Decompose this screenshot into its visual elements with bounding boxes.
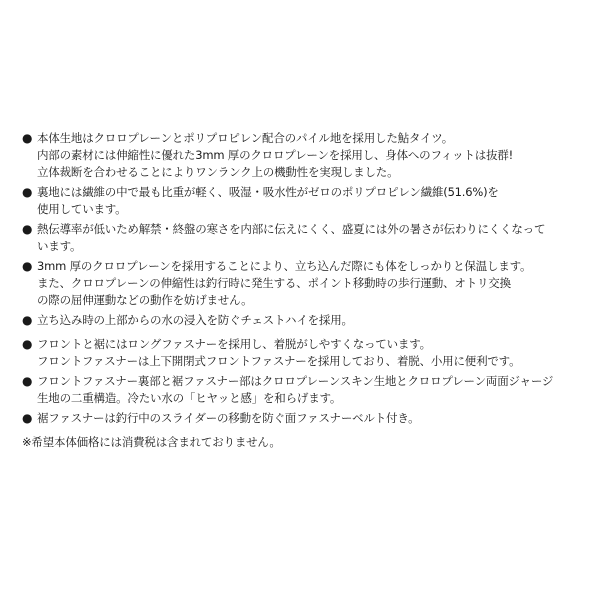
feature-line: 立ち込み時の上部からの水の浸入を防ぐチェストハイを採用。 — [37, 313, 353, 327]
price-note: ※希望本体価格には消費税は含まれておりません。 — [22, 435, 281, 449]
feature-line: 3mm 厚のクロロプレーンを採用することにより、立ち込んだ際にも体をしっかりと保温します。 — [37, 259, 532, 273]
feature-item — [22, 258, 582, 309]
bullet-icon: ● — [22, 222, 33, 236]
bullet-icon: ● — [22, 313, 33, 327]
feature-item — [22, 410, 582, 427]
product-description — [22, 130, 582, 451]
feature-line: フロントと裾にはロングファスナーを採用し、着脱がしやすくなっています。 — [37, 337, 431, 351]
feature-line: 使用しています。 — [37, 202, 127, 216]
feature-line: フロントファスナー裏部と裾ファスナー部はクロロプレーンスキン生地とクロロプレーン両面ジャージ — [37, 374, 554, 388]
feature-line: います。 — [37, 239, 82, 253]
feature-item — [22, 184, 582, 218]
feature-line: 裏地には繊維の中で最も比重が軽く、吸湿・吸水性がゼロのポリプロピレン繊維(51.6%)を — [37, 185, 499, 199]
bullet-icon: ● — [22, 337, 33, 351]
bullet-icon: ● — [22, 131, 33, 145]
feature-item — [22, 373, 582, 407]
feature-line: 本体生地はクロロプレーンとポリプロピレン配合のパイル地を採用した鮎タイツ。 — [37, 131, 454, 145]
feature-line: 立体裁断を合わせることによりワンランク上の機動性を実現しました。 — [37, 165, 399, 179]
bullet-icon: ● — [22, 259, 33, 273]
feature-item — [22, 130, 582, 181]
feature-line: 熱伝導率が低いため解禁・終盤の寒さを内部に伝えにくく、盛夏には外の暑さが伝わりにくくなって — [37, 222, 546, 236]
feature-line: 生地の二重構造。冷たい水の「ヒヤッと感」を和らげます。 — [37, 391, 342, 405]
feature-item — [22, 336, 582, 370]
feature-line: また、クロロプレーンの伸縮性は釣行時に発生する、ポイント移動時の歩行運動、オトリ交換 — [37, 276, 511, 290]
feature-line: フロントファスナーは上下開閉式フロントファスナーを採用しており、着脱、小用に便利です。 — [37, 354, 521, 368]
bullet-icon: ● — [22, 374, 33, 388]
feature-line: 内部の素材には伸縮性に優れた3mm 厚のクロロプレーンを採用し、身体へのフィットは抜群! — [37, 148, 514, 162]
feature-line: 裾ファスナーは釣行中のスライダーの移動を防ぐ面ファスナーベルト付き。 — [37, 411, 420, 425]
feature-item — [22, 221, 582, 255]
bullet-icon: ● — [22, 411, 33, 425]
feature-item — [22, 312, 582, 329]
bullet-icon: ● — [22, 185, 33, 199]
feature-line: の際の屈伸運動などの動作を妨げません。 — [37, 293, 253, 307]
